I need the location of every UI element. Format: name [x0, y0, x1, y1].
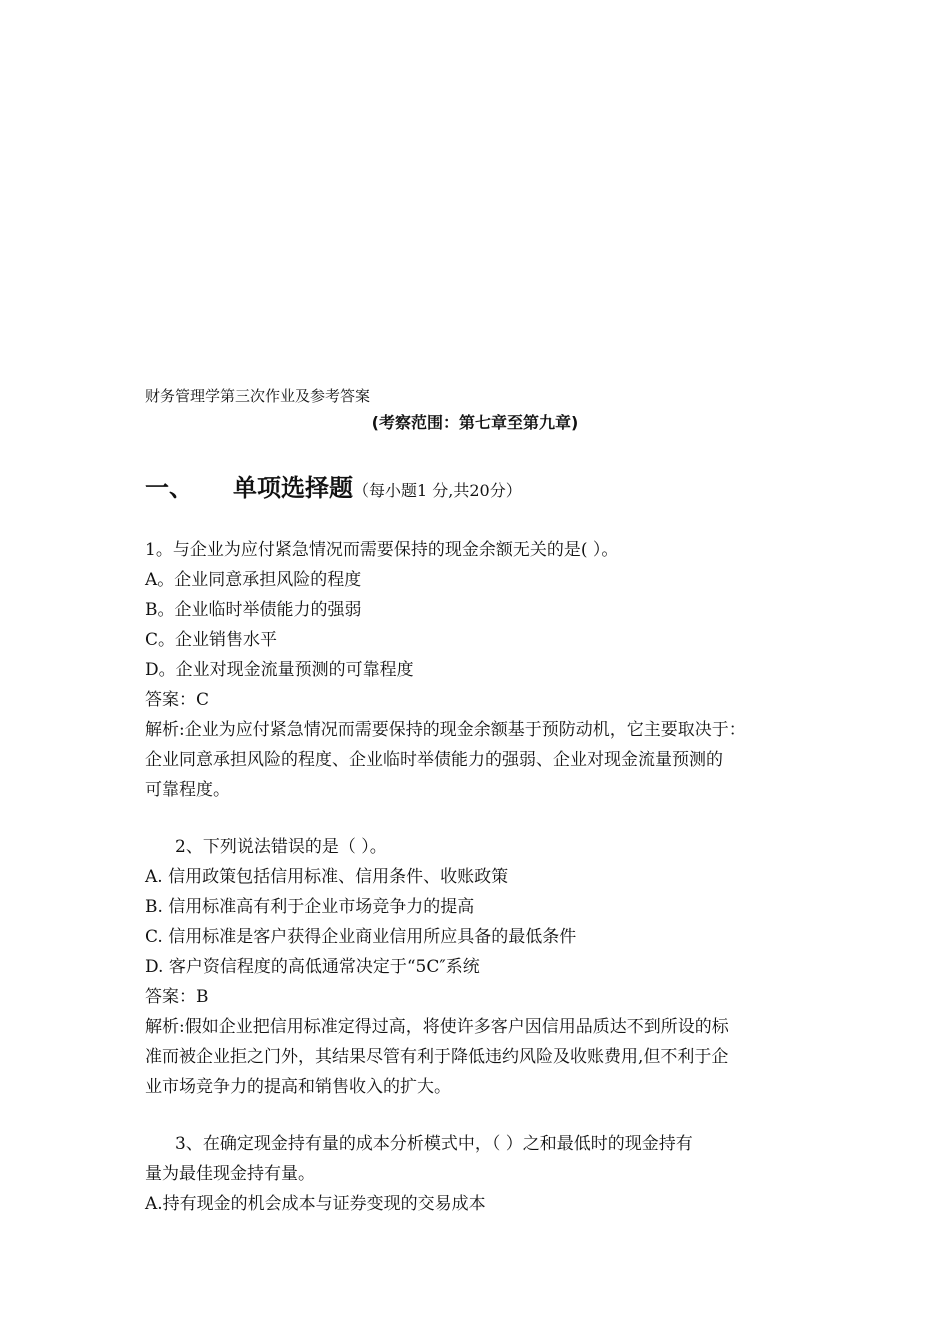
option-d: D。企业对现金流量预测的可靠程度 [145, 660, 414, 680]
option-b: B。企业临时举债能力的强弱 [145, 600, 362, 620]
question-stem: 2、下列说法错误的是（ ）。 [175, 837, 387, 857]
analysis-line: 业市场竞争力的提高和销售收入的扩大。 [145, 1077, 451, 1097]
option-b: B. 信用标准高有利于企业市场竞争力的提高 [145, 897, 475, 917]
option-a: A. 信用政策包括信用标准、信用条件、收账政策 [145, 867, 509, 887]
option-c: C。企业销售水平 [145, 630, 278, 650]
document-title: 财务管理学第三次作业及参考答案 [145, 387, 371, 405]
section-number: 一、 [145, 474, 193, 502]
question-stem-continued: 量为最佳现金持有量。 [145, 1164, 315, 1184]
analysis-line: 解析:假如企业把信用标准定得过高，将使许多客户因信用品质达不到所设的标 [145, 1017, 729, 1037]
analysis-line: 解析:企业为应付紧急情况而需要保持的现金余额基于预防动机，它主要取决于： [145, 720, 746, 740]
option-a: A.持有现金的机会成本与证券变现的交易成本 [145, 1194, 486, 1214]
option-d: D. 客户资信程度的高低通常决定于“5C″系统 [145, 957, 480, 977]
question-stem: 1。与企业为应付紧急情况而需要保持的现金余额无关的是( ）。 [145, 540, 619, 560]
option-c: C. 信用标准是客户获得企业商业信用所应具备的最低条件 [145, 927, 577, 947]
question-stem: 3、在确定现金持有量的成本分析模式中，（ ）之和最低时的现金持有 [175, 1134, 693, 1154]
section-note: （每小题1 分,共20分） [353, 481, 522, 500]
analysis-line: 可靠程度。 [145, 780, 230, 800]
analysis-line: 企业同意承担风险的程度、企业临时举债能力的强弱、企业对现金流量预测的 [145, 750, 723, 770]
answer: 答案：C [145, 690, 210, 710]
section-name: 单项选择题 [233, 474, 353, 502]
answer: 答案：B [145, 987, 209, 1007]
analysis-line: 准而被企业拒之门外，其结果尽管有利于降低违约风险及收账费用,但不利于企 [145, 1047, 729, 1067]
option-a: A。企业同意承担风险的程度 [145, 570, 362, 590]
section-heading [145, 468, 522, 503]
scope-subtitle: (考察范围：第七章至第九章) [371, 413, 579, 432]
